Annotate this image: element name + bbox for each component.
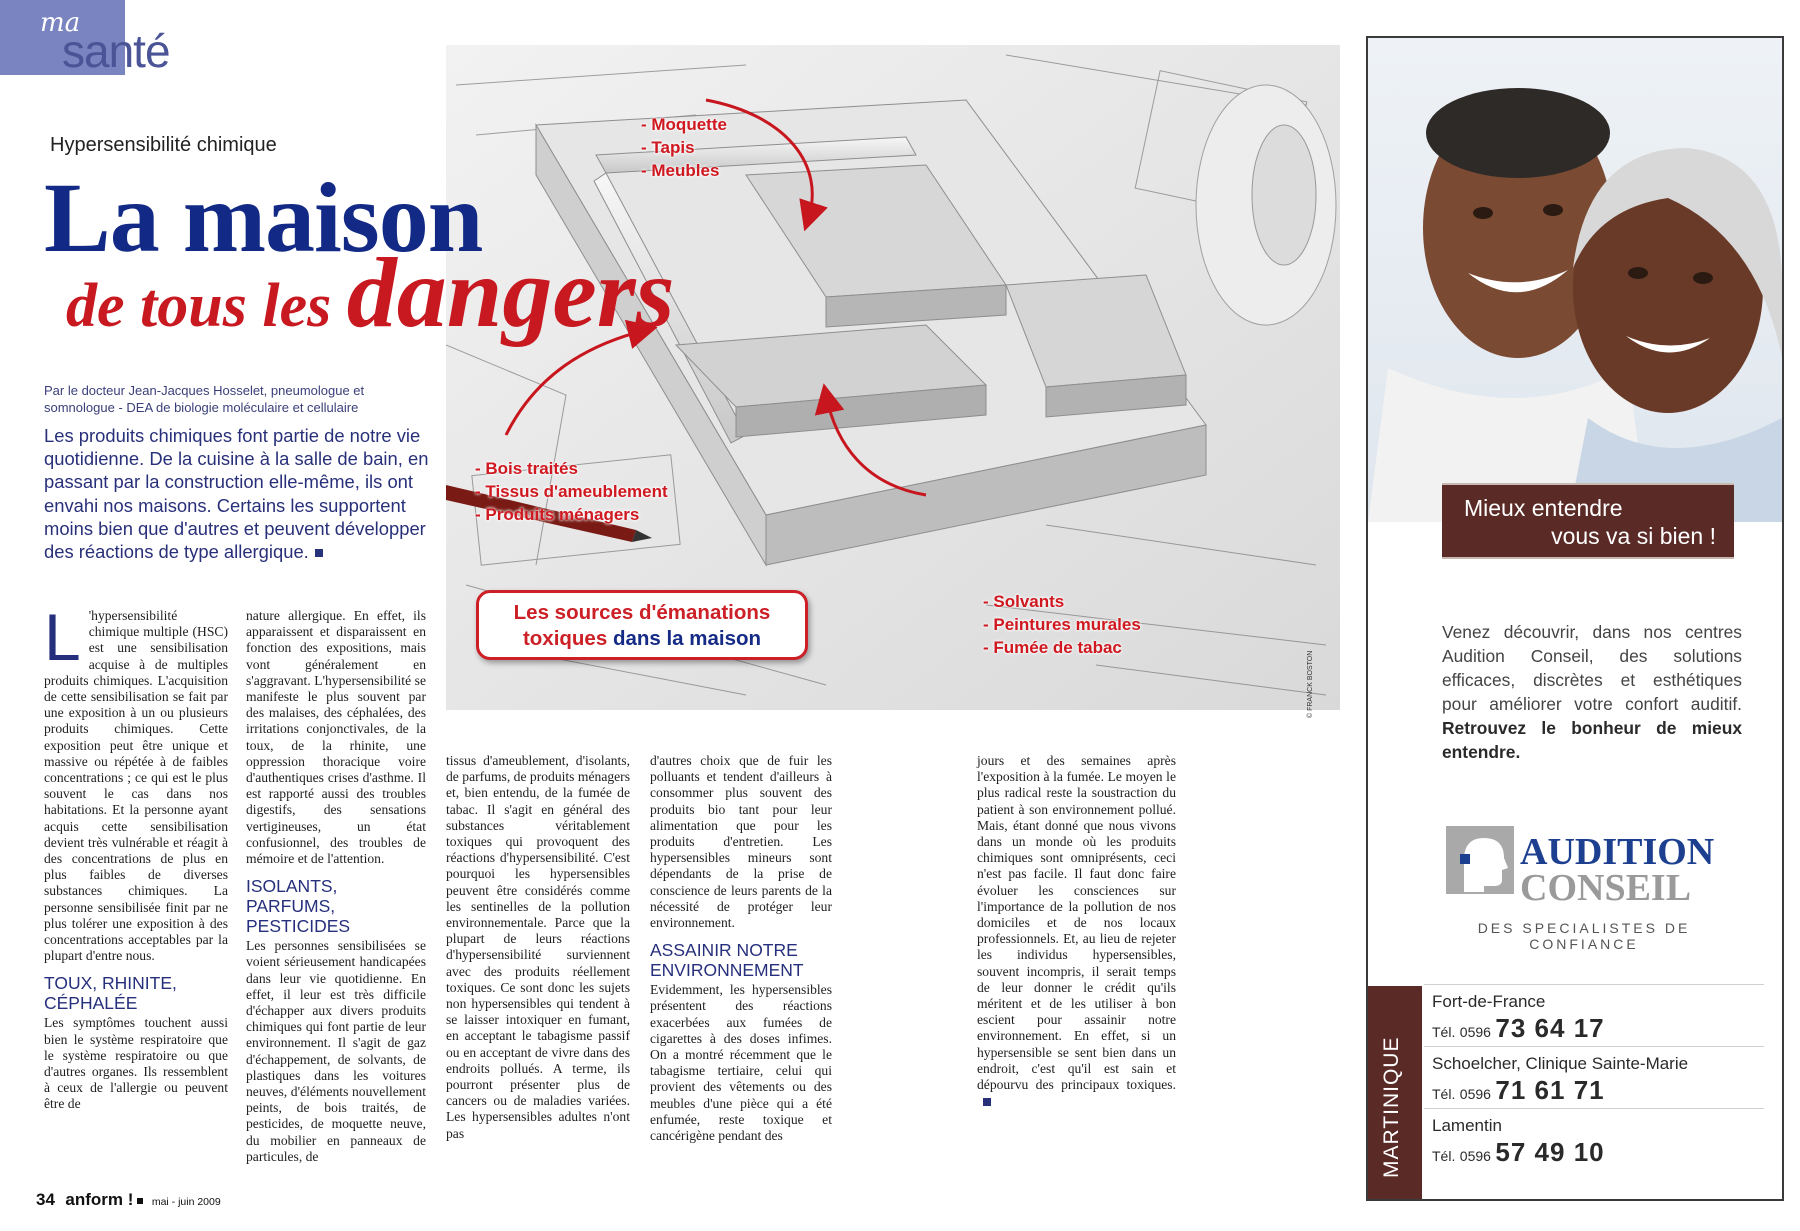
page-footer: [36, 1190, 221, 1210]
advertisement[interactable]: [1366, 36, 1784, 1201]
label-solvants: - Solvants: [983, 592, 1065, 611]
location-lamentin: [1424, 1108, 1764, 1168]
lead-paragraph: [44, 424, 434, 563]
callout-line-1: Les sources d'émanations: [513, 601, 771, 624]
kicker: Hypersensibilité chimique: [50, 134, 277, 156]
location-city: Schoelcher, Clinique Sainte-Marie: [1432, 1054, 1689, 1073]
tel-area: 0596: [1459, 1148, 1491, 1164]
col3-paragraph-1: tissus d'ameublement, d'isolants, de parfums, de produits ménagers et, bien entendu, de la fumée de tabac. Il s'agit en général des substances véritablement toxiques qui provoquent des réactions d'hypersensibilité. C'est pourquoi les hypersensibles peuvent être considérés comme les sentinelles de la pollution environnementale. Parce que la plupart de leurs réactions d'hypersensibilité surviennent avec des produits réellement toxiques. Ce sont donc les sujets non hypersensibles qui tendent à se laisser intoxiquer en fumant, en acceptant le tabagisme passif ou en acceptant de vivre dans des endroits pollués. A terme, ils pourront présenter plus de cancers ou de maladies variées. Les hypersensibles adultes n'ont pas: [446, 753, 630, 1141]
col5-paragraph-1: [977, 753, 1176, 1109]
ad-body-bold: Retrouvez le bonheur de mieux entendre.: [1442, 718, 1742, 762]
audition-conseil-logo[interactable]: [1446, 824, 1756, 934]
title-line-2: [66, 237, 675, 348]
article-end-mark: [983, 1098, 991, 1106]
callout-line-2: [479, 626, 805, 652]
issue-date: mai - juin 2009: [151, 1196, 221, 1208]
col2-paragraph-1: nature allergique. En effet, ils apparaissent et disparaissent en fonction des expositions, mais vont généralement en s'aggravant. L'hypersensibilité se manifeste le plus souvent par des malaises, des céphalées, des irritations conjonctivales, de la toux, de la rhinite, une oppression thoracique voire d'authentiques crises d'asthme. Il est rapporté aussi des troubles digestifs, des sensations vertigineuses, un état confusionnel, des troubles de mémoire et de l'attention.: [246, 608, 426, 867]
label-meubles: - Meubles: [641, 161, 720, 180]
location-phone[interactable]: [1432, 1013, 1764, 1044]
label-group-top: [641, 113, 727, 182]
ad-body: [1442, 620, 1742, 764]
magazine-name: anform !: [65, 1190, 134, 1209]
col1-paragraph-1: 'hypersensibilité chimique multiple (HSC) est une sensibilisation acquise à de multiples produits chimiques. L'acquisition de cette sensibilisation se fait par une exposition à un ou plusieurs produits chimiques. Cette exposition peut être unique et massive ou répétée à de faibles concentrations ; ce qui est le plus souvent le cas dans nos habitations. Et la personne ayant acquis cette sensibilisation devient très vulnérable et réagit à des concentrations de plus en plus faibles de diverses substances chimiques. La personne sensibilisée finit par ne plus tolérer une exposition à des concentrations acceptables par la plupart d'entre nous.: [44, 608, 228, 964]
col2-paragraph-2: Les personnes sensibilisées se voient sérieusement handicapées dans leur vie quotidienne. En effet, il leur est très difficile d'échapper aux divers produits chimiques qui font partie de leur environnement. Il s'agit de gaz d'échappement, de solvants, de plastiques dans les voitures neuves, d'éléments nouvellement peints, de bois traités, de pesticides, de moquette neuve, du mobilier en panneaux de particules, de: [246, 938, 426, 1164]
location-phone[interactable]: [1432, 1075, 1764, 1106]
ad-slogan: [1442, 483, 1734, 559]
col5-text: jours et des semaines après l'exposition à la fumée. Le moyen le plus radical reste la soustraction du patient à son environnement pollué. Mais, étant donné que nous vivons dans un monde où les produits chimiques sont omniprésents, ceci n'est pas facile. Il faut donc faire évoluer les consciences sur l'importance de la pollution de nos domiciles et de nos locaux professionnels. Et, au lieu de rejeter les individus hypersensibles, souvent incompris, il serait temps de leur donner le crédit qu'ils méritent et de les utiliser à bon escient pour assainir notre environnement. En effet, si un hypersensible se sent bien dans un endroit, c'est qu'il est sain et dépourvu des principaux toxiques.: [977, 753, 1176, 1093]
location-city: Fort-de-France: [1432, 992, 1546, 1011]
logo-word-1: AUDITION: [1520, 831, 1715, 873]
slogan-line-2: vous va si bien !: [1551, 523, 1716, 549]
ad-body-text: Venez découvrir, dans nos centres Audition Conseil, des solutions efficaces, discrètes et esthétiques pour améliorer votre confort auditif.: [1442, 622, 1742, 714]
location-fort-de-france: [1424, 984, 1764, 1044]
title-big: dangers: [346, 237, 675, 348]
logo-word-2: CONSEIL: [1520, 867, 1692, 909]
tel-number: 73 64 17: [1495, 1013, 1605, 1043]
callout-toxiques: toxiques: [522, 627, 608, 650]
location-phone[interactable]: [1432, 1137, 1764, 1168]
lead-text: Les produits chimiques font partie de notre vie quotidienne. De la cuisine à la salle de bain, en passant par la construction elle-même, ils ont envahi nos maisons. Certains les supportent moins bien que d'autres et peuvent développer des réactions de type allergique.: [44, 425, 429, 563]
photo-credit: © FRANCK BOSTON: [1307, 650, 1314, 718]
end-mark: [315, 549, 323, 557]
tel-number: 57 49 10: [1495, 1137, 1605, 1167]
page-number: 34: [36, 1190, 55, 1209]
label-group-left: [475, 457, 668, 526]
tel-number: 71 61 71: [1495, 1075, 1605, 1105]
col4-paragraph-2: Evidemment, les hypersensibles présentent des réactions exacerbées aux fumées de cigarettes à des doses infimes. On a montré récemment que le tabagisme tertiaire, celui qui provient des vêtements ou des meubles d'une pièce qui a été enfumée, reste toxique et cancérigène pendant des: [650, 982, 832, 1144]
illustration-callout: [476, 590, 808, 660]
subhead-toux: TOUX, RHINITE, CÉPHALÉE: [44, 973, 177, 1014]
col1-paragraph-2: Les symptômes touchent aussi bien le système respiratoire que le système respiratoire ou que d'autres organes. Ils ressemblent à ceux de l'allergie ou peuvent être de: [44, 1015, 228, 1112]
subhead-assainir: ASSAINIR NOTRE ENVIRONNEMENT: [650, 940, 804, 981]
tel-prefix: Tél.: [1432, 1148, 1456, 1164]
byline: Par le docteur Jean-Jacques Hosselet, pneumologue et somnologue - DEA de biologie moléculaire et cellulaire: [44, 383, 365, 415]
title-small: de tous les: [66, 272, 332, 340]
label-group-right: [983, 590, 1141, 659]
article-column-1: [44, 600, 228, 1113]
section-prefix: ma: [40, 8, 81, 38]
dropcap: L: [44, 600, 81, 674]
callout-maison: dans la maison: [612, 627, 762, 650]
label-bois: - Bois traités: [475, 459, 578, 478]
tel-area: 0596: [1459, 1086, 1491, 1102]
footer-mark: [137, 1198, 143, 1204]
slogan-line-1: Mieux entendre: [1464, 495, 1623, 521]
label-peintures: - Peintures murales: [983, 615, 1141, 634]
article-column-5: [977, 753, 1176, 1109]
label-moquette: - Moquette: [641, 115, 727, 134]
location-schoelcher: [1424, 1046, 1764, 1106]
tel-prefix: Tél.: [1432, 1024, 1456, 1040]
article-column-3: [446, 753, 630, 1142]
article-column-2: [246, 608, 426, 1165]
couple-photo: [1368, 38, 1782, 522]
article-column-4: [650, 753, 832, 1144]
title-line-1: La maison: [44, 162, 483, 273]
location-city: Lamentin: [1432, 1116, 1502, 1135]
section-name: santé: [62, 25, 170, 77]
label-tissus: - Tissus d'ameublement: [475, 482, 668, 501]
ad-tagline: DES SPECIALISTES DE CONFIANCE: [1477, 920, 1691, 952]
tel-prefix: Tél.: [1432, 1086, 1456, 1102]
label-tapis: - Tapis: [641, 138, 695, 157]
label-fumee: - Fumée de tabac: [983, 638, 1122, 657]
region-label: MARTINIQUE: [1380, 1036, 1403, 1178]
subhead-isolants: ISOLANTS, PARFUMS, PESTICIDES: [246, 876, 351, 937]
col4-paragraph-1: d'autres choix que de fuir les polluants et tendent d'ailleurs à consommer plus souvent des produits bio tant pour leur alimentation que pour les produits d'entretien. Les hypersensibles mineurs sont dépendants de la prise de conscience de leurs parents de la nécessité de protéger leur environnement.: [650, 753, 832, 931]
tel-area: 0596: [1459, 1024, 1491, 1040]
label-produits: - Produits ménagers: [475, 505, 640, 524]
